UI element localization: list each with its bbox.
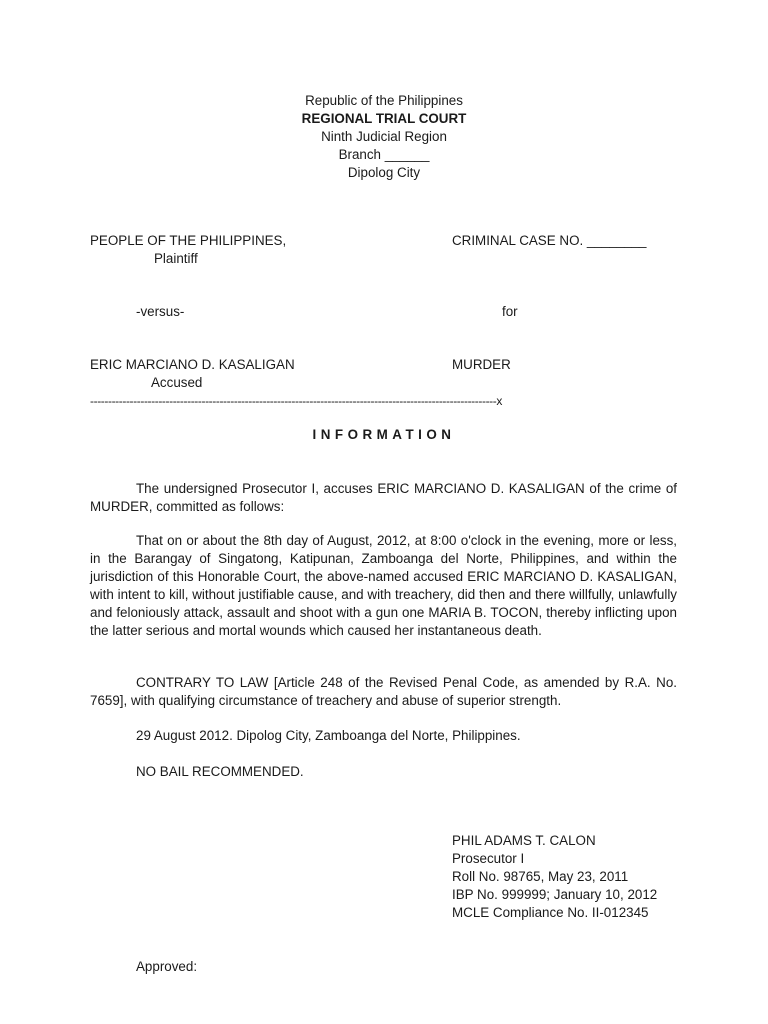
- plaintiff-name: PEOPLE OF THE PHILIPPINES,: [90, 233, 287, 248]
- header-city: Dipolog City: [347, 165, 421, 180]
- crime-label: MURDER: [452, 357, 511, 372]
- prosecutor-title: Prosecutor I: [452, 851, 525, 866]
- paragraph-bail: NO BAIL RECOMMENDED.: [136, 764, 304, 779]
- roll-number: Roll No. 98765, May 23, 2011: [452, 869, 629, 884]
- header-region: Ninth Judicial Region: [321, 129, 447, 144]
- court-header: [0, 92, 768, 182]
- document-title: INFORMATION: [312, 427, 456, 442]
- case-number: CRIMINAL CASE NO. ________: [452, 233, 647, 248]
- header-branch: Branch ______: [338, 147, 430, 162]
- plaintiff-role: Plaintiff: [154, 251, 198, 266]
- approved-label: Approved:: [136, 959, 198, 974]
- paragraph-facts: That on or about the 8th day of August, 2012, at 8:00 o'clock in the evening, more or less, in the Barangay of Singatong, Katipunan, Zamboanga del Norte, Philippines, and within the jurisdiction of this Honorable Court, the above-named accused ERIC MARCIANO D. KASALIGAN, with intent to kill, without justifiable cause, and with treachery, did then and there willfully, unlawfully and feloniously attack, assault and shoot with a gun one MARIA B. TOCON, thereby inflicting upon the latter serious and mortal wounds which caused her instantaneous death.: [90, 533, 677, 638]
- paragraph-accusation: The undersigned Prosecutor I, accuses ERIC MARCIANO D. KASALIGAN of the crime of MURDER, committed as follows:: [90, 481, 677, 514]
- prosecutor-name: PHIL ADAMS T. CALON: [452, 833, 596, 848]
- header-republic: Republic of the Philippines: [305, 93, 463, 108]
- signature-block: [452, 832, 657, 922]
- accused-name: ERIC MARCIANO D. KASALIGAN: [90, 357, 295, 372]
- paragraph-contrary-to-law: CONTRARY TO LAW [Article 248 of the Revised Penal Code, as amended by R.A. No. 7659], with qualifying circumstance of treachery and abuse of superior strength.: [90, 675, 677, 708]
- versus-label: -versus-: [136, 304, 185, 319]
- accused-role: Accused: [151, 375, 203, 390]
- mcle-number: MCLE Compliance No. II-012345: [452, 905, 649, 920]
- paragraph-date-place: 29 August 2012. Dipolog City, Zamboanga del Norte, Philippines.: [136, 728, 521, 743]
- ibp-number: IBP No. 999999; January 10, 2012: [452, 887, 658, 902]
- caption-separator: -----------------------------------------------------------------------------------------------------------------x: [90, 394, 502, 408]
- header-court: REGIONAL TRIAL COURT: [301, 111, 467, 126]
- for-label: for: [502, 304, 518, 319]
